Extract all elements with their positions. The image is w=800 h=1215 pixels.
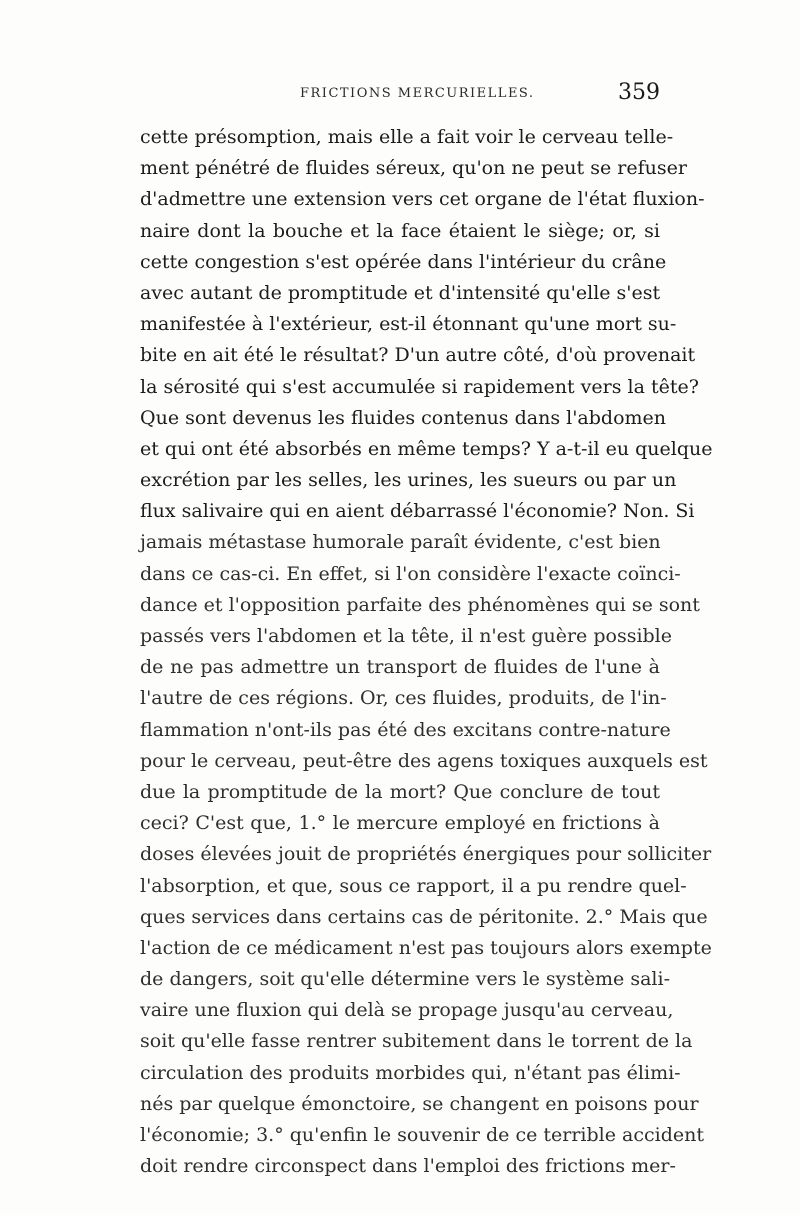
text-line: doses élevées jouit de propriétés énergiques pour solliciter: [140, 843, 712, 866]
text-line: cette présomption, mais elle a fait voir le cerveau telle-: [140, 126, 674, 148]
text-line: d'admettre une extension vers cet organe de l'état fluxion-: [140, 188, 705, 211]
text-line: bite en ait été le résultat? D'un autre côté, d'où provenait: [140, 344, 696, 367]
text-line: passés vers l'abdomen et la tête, il n'est guère possible: [140, 625, 672, 647]
text-line: dance et l'opposition parfaite des phénomènes qui se sont: [140, 593, 700, 616]
text-line: l'absorption, et que, sous ce rapport, il a pu rendre quel-: [140, 874, 687, 897]
text-line: de ne pas admettre un transport de fluides de l'une à: [140, 656, 660, 679]
text-line: l'économie; 3.° qu'enfin le souvenir de ce terrible accident: [140, 1124, 704, 1146]
text-line: manifestée à l'extérieur, est-il étonnant qu'une mort su-: [140, 313, 677, 336]
text-line: flammation n'ont-ils pas été des excitans contre-nature: [140, 718, 671, 741]
text-line: de dangers, soit qu'elle détermine vers le système sali-: [140, 968, 670, 991]
text-line: avec autant de promptitude et d'intensité qu'elle s'est: [140, 281, 661, 304]
text-line: ceci? C'est que, 1.° le mercure employé en frictions à: [140, 812, 660, 835]
text-line: dans ce cas-ci. En effet, si l'on considère l'exacte coïnci-: [140, 562, 681, 585]
text-line: vaire une fluxion qui delà se propage jusqu'au cerveau,: [140, 999, 674, 1022]
text-line: jamais métastase humorale paraît évidente, c'est bien: [140, 531, 661, 554]
text-line: soit qu'elle fasse rentrer subitement dans le torrent de la: [140, 1030, 693, 1053]
text-line: circulation des produits morbides qui, n'étant pas élimi-: [140, 1061, 681, 1084]
text-line: pour le cerveau, peut-être des agens toxiques auxquels est: [140, 749, 708, 772]
text-line: flux salivaire qui en aient débarrassé l'économie? Non. Si: [140, 500, 695, 523]
text-line: l'action de ce médicament n'est pas toujours alors exempte: [140, 936, 712, 959]
text-line: la sérosité qui s'est accumulée si rapidement vers la tête?: [140, 375, 699, 398]
text-line: l'autre de ces régions. Or, ces fluides, produits, de l'in-: [140, 687, 667, 710]
running-head: [140, 80, 660, 110]
text-line: cette congestion s'est opérée dans l'intérieur du crâne: [140, 250, 667, 273]
body-text: [140, 122, 713, 1182]
text-line: naire dont la bouche et la face étaient le siège; or, si: [140, 219, 660, 242]
text-line: ment pénétré de fluides séreux, qu'on ne peut se refuser: [140, 157, 687, 180]
text-line: Que sont devenus les fluides contenus dans l'abdomen: [140, 406, 667, 429]
text-line: due la promptitude de la mort? Que conclure de tout: [140, 780, 660, 803]
running-title: FRICTIONS MERCURIELLES.: [300, 86, 535, 101]
text-line: nés par quelque émonctoire, se changent en poisons pour: [140, 1092, 699, 1115]
text-line: ques services dans certains cas de péritonite. 2.° Mais que: [140, 905, 708, 928]
text-line: doit rendre circonspect dans l'emploi des frictions mer-: [140, 1155, 676, 1178]
page-number: 359: [618, 80, 660, 105]
text-line: et qui ont été absorbés en même temps? Y a-t-il eu quelque: [140, 437, 713, 460]
text-line: excrétion par les selles, les urines, les sueurs ou par un: [140, 469, 677, 492]
